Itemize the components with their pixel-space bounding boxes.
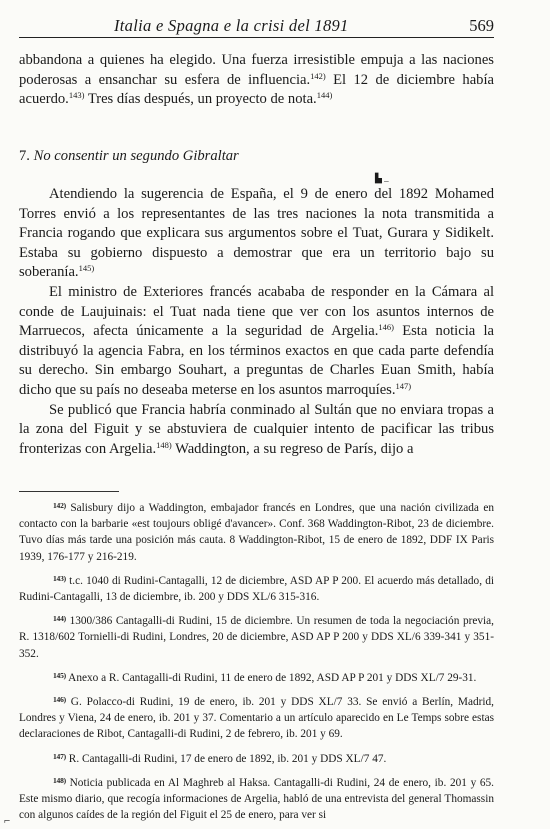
footnote-ref: 143) <box>68 90 85 101</box>
text-fragment: Waddington, a su regreso de París, dijo a <box>171 440 414 457</box>
footnote <box>19 611 494 662</box>
text-fragment: abbandona a quienes ha elegido. Una fuerza irresistible empuja a las naciones poderosas a ensanchar su esfera de influencia. <box>19 52 494 88</box>
footnote-text: Anexo a R. Cantagalli-di Rudini, 11 de enero de 1892, ASD AP P 201 y DDS XL/7 29-31. <box>68 671 477 684</box>
footnote-mark: 142) <box>53 501 66 510</box>
section-title: No consentir un segundo Gibraltar <box>33 148 239 164</box>
footnote-ref: 142) <box>310 70 326 81</box>
footnote <box>19 498 494 565</box>
running-header <box>19 16 494 36</box>
text-fragment: Tres días después, un proyecto de nota. <box>84 91 317 108</box>
footnote <box>19 692 494 743</box>
footnote-mark: 146) <box>53 695 66 705</box>
footnote-mark: 148) <box>53 775 66 785</box>
footnote-mark: 143) <box>53 573 66 583</box>
footnote-mark: 144) <box>53 614 66 624</box>
margin-mark: ⌐ <box>4 815 11 827</box>
footnote-text: Noticia publicada en Al Maghreb al Haksa. Cantagalli-di Rudini, 24 de enero, ib. 201 y 65. Este mismo diario, que recogía informaciones de Argelia, habló de una entrevista del general Thomassin con algunos caídes de la región del Figuit el 25 de enero, para ver si <box>19 776 495 822</box>
section-number: 7. <box>19 148 30 164</box>
footnote-text: 1300/386 Cantagalli-di Rudini, 15 de diciembre. Un resumen de toda la negociación previa, R. 1318/602 Tornielli-di Rudini, Londres, 20 de diciembre, ASD AP P 200 y DDS XL/6 339-341 y 351-352. <box>19 615 494 660</box>
footnote <box>19 749 494 767</box>
footnote-text: G. Polacco-di Rudini, 19 de enero, ib. 201 y DDS XL/7 33. Se envió a Berlín, Madrid, Londres y Viena, 24 de enero, ib. 201 y 37. Comentario a un artículo aparecido en Le Temps sobre estas declaraciones de Ribot, Cantagalli-di Rudini, 2 de febrero, ib. 201 y 69. <box>19 696 494 741</box>
footnote-mark: 145) <box>53 670 66 680</box>
text-fragment: Esta noticia la distribuyó la agencia Fabra, en los términos exactos en que cada parte defendía su derecho. Sin embargo Souhart, a preguntas de Charles Euan Smith, había dicho que su país no deseaba meterse en los asuntos marroquíes. <box>19 323 494 398</box>
text-fragment: El 12 de diciembre había acuerdo. <box>19 71 494 108</box>
footnote <box>19 571 494 605</box>
paragraph <box>19 401 494 460</box>
text-fragment: El ministro de Exteriores francés acababa de responder en la Cámara al conde de Laujuinais: el Tuat nada tiene que ver con los asuntos internos de Marruecos, afecta únicamente a la seguridad de Argelia. <box>19 283 494 340</box>
footnote-ref: 144) <box>316 90 333 101</box>
footnote-ref: 148) <box>156 439 172 450</box>
continuation-paragraph <box>19 51 494 110</box>
stray-mark: ▙ _ <box>375 173 389 183</box>
running-title: Italia e Spagna e la crisi del 1891 <box>114 16 349 35</box>
footnote-rule <box>19 491 119 492</box>
main-text <box>19 185 494 459</box>
page-number: 569 <box>469 16 494 35</box>
footnote-ref: 147) <box>395 380 412 391</box>
footnote-mark: 147) <box>53 751 66 761</box>
footnote-ref: 146) <box>378 322 394 333</box>
footnote-ref: 145) <box>78 263 95 274</box>
footnote-text: t.c. 1040 di Rudini-Cantagalli, 12 de diciembre, ASD AP P 200. El acuerdo más detallado, di Rudini-Cantagalli, 13 de diciembre, ib. 200 y DDS XL/6 315-316. <box>19 574 494 604</box>
footnote <box>19 773 494 824</box>
paragraph <box>19 185 494 283</box>
footnotes <box>19 498 494 829</box>
section-heading <box>19 148 239 165</box>
text-fragment: Se publicó que Francia habría conminado al Sultán que no enviara tropas a la zona del Figuit y se abstuviera de cualquier intento de pacificar las tribus fronterizas con Argelia. <box>19 401 494 457</box>
footnote <box>19 668 494 686</box>
footnote-text: R. Cantagalli-di Rudini, 17 de enero de 1892, ib. 201 y DDS XL/7 47. <box>68 752 387 765</box>
text-fragment: Atendiendo la sugerencia de España, el 9 de enero del 1892 Mohamed Torres envió a los representantes de las tres naciones la nota transmitida a Francia rogando que explicara sus argumentos sobre el Tuat, Gurara y Sidikelt. Estaba su gobierno dispuesto a demostrar que era un territorio bajo su soberanía. <box>19 186 494 281</box>
header-rule <box>19 37 494 38</box>
footnote-text: Salisbury dijo a Waddington, embajador francés en Londres, que una nación civilizada en contacto con la barbarie «est toujours obligé d'avancer». Conf. 368 Waddington-Ribot, 23 de diciembre. Tuvo días más tarde una posición más cauta. 8 Waddington-Ribot, 15 de enero de 1892, DDF IX Paris 1939, 176-177 y 216-219. <box>19 502 495 563</box>
paragraph <box>19 283 494 401</box>
